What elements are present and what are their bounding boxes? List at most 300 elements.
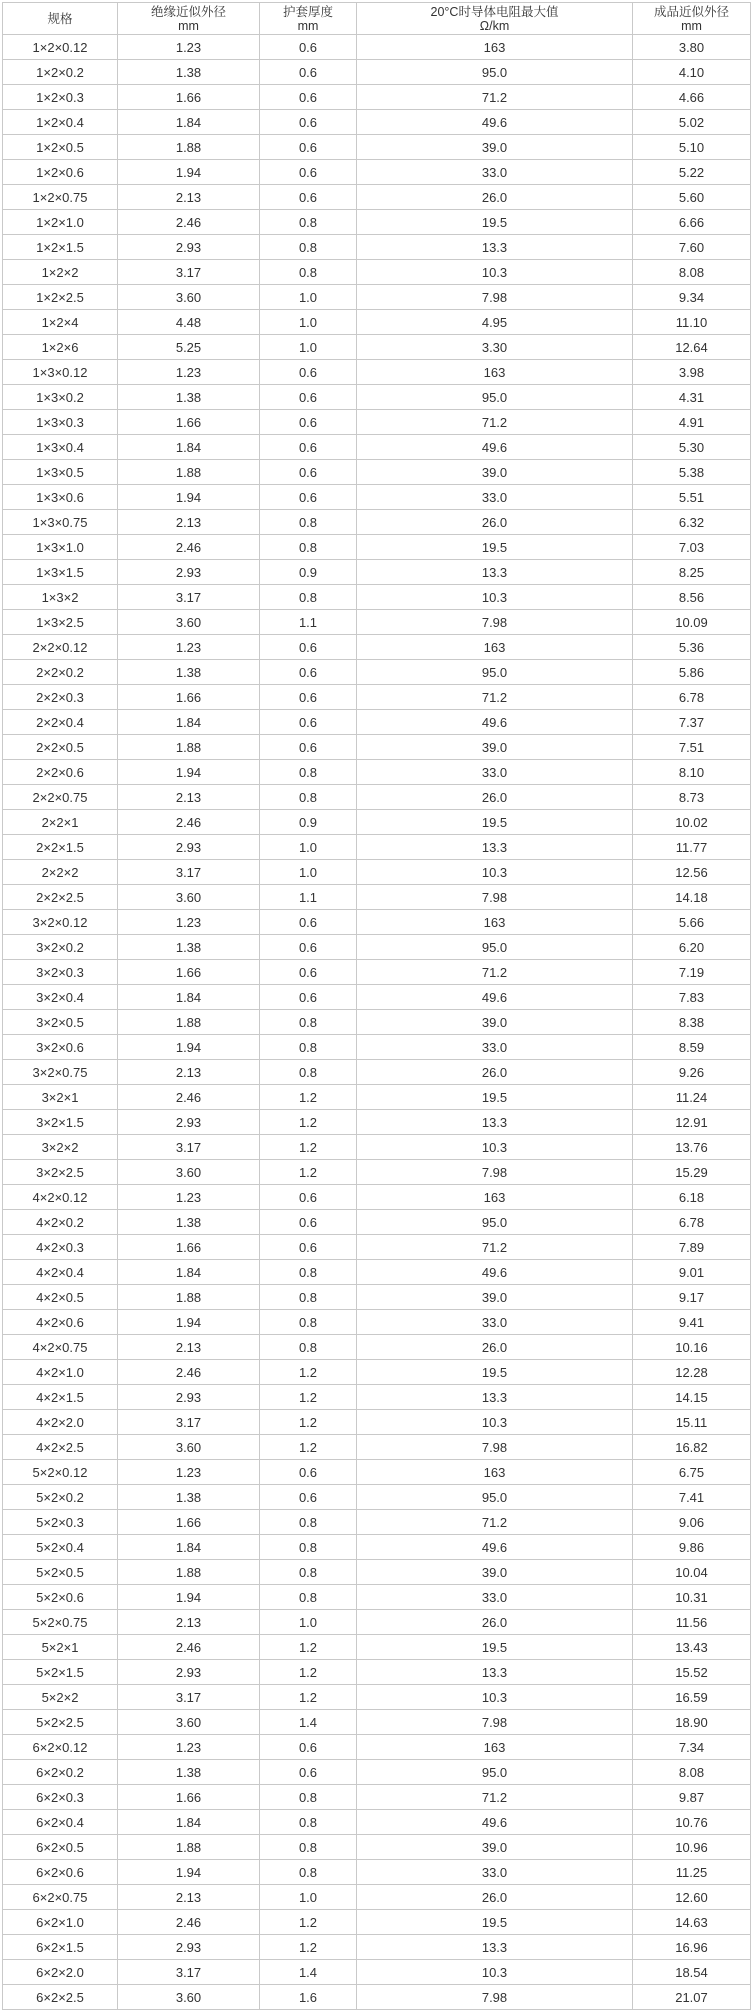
cell-spec: 2×2×0.4 <box>3 710 118 735</box>
cell-sheath-thickness: 0.8 <box>260 535 357 560</box>
cell-overall-diameter: 4.91 <box>633 410 751 435</box>
cell-insulation-diameter: 1.66 <box>118 410 260 435</box>
cell-overall-diameter: 9.86 <box>633 1535 751 1560</box>
cell-overall-diameter: 11.25 <box>633 1860 751 1885</box>
cell-sheath-thickness: 1.2 <box>260 1685 357 1710</box>
cell-spec: 1×3×0.5 <box>3 460 118 485</box>
cell-sheath-thickness: 0.8 <box>260 1860 357 1885</box>
cell-conductor-resistance: 39.0 <box>357 460 633 485</box>
cell-conductor-resistance: 10.3 <box>357 260 633 285</box>
cell-insulation-diameter: 2.46 <box>118 1360 260 1385</box>
cell-conductor-resistance: 95.0 <box>357 1485 633 1510</box>
cell-conductor-resistance: 39.0 <box>357 135 633 160</box>
cell-conductor-resistance: 163 <box>357 1185 633 1210</box>
cell-conductor-resistance: 49.6 <box>357 1810 633 1835</box>
cell-insulation-diameter: 2.93 <box>118 1935 260 1960</box>
cell-spec: 5×2×0.12 <box>3 1460 118 1485</box>
table-row <box>3 460 751 485</box>
cell-overall-diameter: 9.01 <box>633 1260 751 1285</box>
cell-insulation-diameter: 1.88 <box>118 1560 260 1585</box>
cell-spec: 3×2×0.2 <box>3 935 118 960</box>
cell-spec: 1×3×1.5 <box>3 560 118 585</box>
header-conductor-resistance-unit: Ω/km <box>479 18 510 33</box>
cell-insulation-diameter: 1.84 <box>118 710 260 735</box>
cell-overall-diameter: 4.10 <box>633 60 751 85</box>
cell-spec: 4×2×1.5 <box>3 1385 118 1410</box>
cell-conductor-resistance: 71.2 <box>357 1235 633 1260</box>
cell-sheath-thickness: 1.1 <box>260 610 357 635</box>
cell-sheath-thickness: 0.6 <box>260 1185 357 1210</box>
cell-insulation-diameter: 1.38 <box>118 1760 260 1785</box>
cell-overall-diameter: 5.38 <box>633 460 751 485</box>
cell-overall-diameter: 9.06 <box>633 1510 751 1535</box>
table-row <box>3 1510 751 1535</box>
cell-conductor-resistance: 33.0 <box>357 1585 633 1610</box>
cell-conductor-resistance: 10.3 <box>357 1960 633 1985</box>
cell-sheath-thickness: 0.8 <box>260 1510 357 1535</box>
cell-insulation-diameter: 3.60 <box>118 1985 260 2010</box>
table-row <box>3 1060 751 1085</box>
cell-overall-diameter: 6.78 <box>633 1210 751 1235</box>
cell-overall-diameter: 8.10 <box>633 760 751 785</box>
cell-overall-diameter: 3.80 <box>633 35 751 60</box>
cell-insulation-diameter: 3.17 <box>118 585 260 610</box>
cell-spec: 3×2×0.75 <box>3 1060 118 1085</box>
cell-overall-diameter: 6.18 <box>633 1185 751 1210</box>
table-row <box>3 110 751 135</box>
table-row <box>3 485 751 510</box>
cell-insulation-diameter: 1.88 <box>118 460 260 485</box>
table-row <box>3 835 751 860</box>
cell-insulation-diameter: 2.93 <box>118 235 260 260</box>
cell-sheath-thickness: 1.2 <box>260 1435 357 1460</box>
cell-sheath-thickness: 0.8 <box>260 1285 357 1310</box>
table-row <box>3 935 751 960</box>
table-row <box>3 1735 751 1760</box>
cell-sheath-thickness: 0.6 <box>260 710 357 735</box>
cell-sheath-thickness: 0.8 <box>260 260 357 285</box>
cell-insulation-diameter: 3.60 <box>118 610 260 635</box>
cell-sheath-thickness: 1.0 <box>260 860 357 885</box>
cell-overall-diameter: 16.82 <box>633 1435 751 1460</box>
cell-sheath-thickness: 0.6 <box>260 1485 357 1510</box>
cell-sheath-thickness: 0.8 <box>260 1560 357 1585</box>
cell-conductor-resistance: 163 <box>357 910 633 935</box>
cell-conductor-resistance: 39.0 <box>357 1010 633 1035</box>
cell-spec: 1×3×2 <box>3 585 118 610</box>
cell-conductor-resistance: 163 <box>357 360 633 385</box>
cell-spec: 1×2×0.4 <box>3 110 118 135</box>
cell-conductor-resistance: 39.0 <box>357 1835 633 1860</box>
cell-overall-diameter: 18.54 <box>633 1960 751 1985</box>
table-row <box>3 1685 751 1710</box>
cell-conductor-resistance: 13.3 <box>357 835 633 860</box>
cell-insulation-diameter: 1.23 <box>118 1185 260 1210</box>
cell-sheath-thickness: 1.2 <box>260 1935 357 1960</box>
cell-conductor-resistance: 71.2 <box>357 685 633 710</box>
cell-spec: 1×2×0.12 <box>3 35 118 60</box>
cell-overall-diameter: 7.37 <box>633 710 751 735</box>
cell-sheath-thickness: 0.6 <box>260 1760 357 1785</box>
cell-spec: 4×2×0.75 <box>3 1335 118 1360</box>
cell-insulation-diameter: 1.23 <box>118 35 260 60</box>
cell-sheath-thickness: 0.6 <box>260 185 357 210</box>
cell-overall-diameter: 10.96 <box>633 1835 751 1860</box>
cell-spec: 6×2×0.5 <box>3 1835 118 1860</box>
table-row <box>3 1135 751 1160</box>
header-sheath-thickness <box>260 3 357 35</box>
table-row <box>3 160 751 185</box>
cell-spec: 6×2×1.0 <box>3 1910 118 1935</box>
cell-overall-diameter: 5.02 <box>633 110 751 135</box>
cell-sheath-thickness: 0.6 <box>260 1210 357 1235</box>
cell-spec: 2×2×1 <box>3 810 118 835</box>
cell-sheath-thickness: 0.6 <box>260 110 357 135</box>
table-row <box>3 1010 751 1035</box>
cell-conductor-resistance: 19.5 <box>357 1085 633 1110</box>
cell-insulation-diameter: 1.66 <box>118 85 260 110</box>
cell-insulation-diameter: 1.88 <box>118 1285 260 1310</box>
cable-spec-table <box>2 2 751 2010</box>
cell-spec: 4×2×0.3 <box>3 1235 118 1260</box>
table-row <box>3 1985 751 2010</box>
cell-overall-diameter: 7.51 <box>633 735 751 760</box>
header-overall-diameter-label: 成品近似外径 <box>653 4 729 19</box>
cell-insulation-diameter: 1.94 <box>118 1860 260 1885</box>
cell-sheath-thickness: 0.8 <box>260 1335 357 1360</box>
cell-spec: 1×2×0.75 <box>3 185 118 210</box>
cell-conductor-resistance: 26.0 <box>357 1610 633 1635</box>
cell-overall-diameter: 10.16 <box>633 1335 751 1360</box>
cell-spec: 4×2×0.4 <box>3 1260 118 1285</box>
cell-sheath-thickness: 0.8 <box>260 235 357 260</box>
cell-spec: 3×2×0.5 <box>3 1010 118 1035</box>
cell-overall-diameter: 9.26 <box>633 1060 751 1085</box>
table-row <box>3 1435 751 1460</box>
cell-insulation-diameter: 1.94 <box>118 485 260 510</box>
cell-conductor-resistance: 95.0 <box>357 1210 633 1235</box>
table-row <box>3 610 751 635</box>
table-row <box>3 810 751 835</box>
cell-overall-diameter: 7.19 <box>633 960 751 985</box>
cell-overall-diameter: 7.83 <box>633 985 751 1010</box>
cell-sheath-thickness: 0.8 <box>260 1035 357 1060</box>
cell-overall-diameter: 16.96 <box>633 1935 751 1960</box>
cell-insulation-diameter: 1.94 <box>118 1035 260 1060</box>
cell-sheath-thickness: 0.6 <box>260 85 357 110</box>
cell-spec: 1×3×0.12 <box>3 360 118 385</box>
cell-sheath-thickness: 0.8 <box>260 510 357 535</box>
cell-overall-diameter: 11.77 <box>633 835 751 860</box>
cell-overall-diameter: 15.29 <box>633 1160 751 1185</box>
table-row <box>3 235 751 260</box>
table-row <box>3 1035 751 1060</box>
cell-sheath-thickness: 0.8 <box>260 1835 357 1860</box>
cell-overall-diameter: 5.22 <box>633 160 751 185</box>
cell-spec: 5×2×0.4 <box>3 1535 118 1560</box>
table-row <box>3 310 751 335</box>
cell-sheath-thickness: 1.2 <box>260 1360 357 1385</box>
table-row <box>3 1085 751 1110</box>
cell-overall-diameter: 8.59 <box>633 1035 751 1060</box>
cell-overall-diameter: 6.66 <box>633 210 751 235</box>
cell-spec: 6×2×2.5 <box>3 1985 118 2010</box>
cell-sheath-thickness: 1.6 <box>260 1985 357 2010</box>
cell-insulation-diameter: 1.94 <box>118 160 260 185</box>
cell-spec: 3×2×0.4 <box>3 985 118 1010</box>
cell-sheath-thickness: 0.8 <box>260 1535 357 1560</box>
cell-spec: 6×2×0.3 <box>3 1785 118 1810</box>
header-insulation-diameter-label: 绝缘近似外径 <box>150 4 226 19</box>
cell-overall-diameter: 10.76 <box>633 1810 751 1835</box>
cell-overall-diameter: 10.04 <box>633 1560 751 1585</box>
table-row <box>3 85 751 110</box>
table-row <box>3 1335 751 1360</box>
cell-sheath-thickness: 0.6 <box>260 160 357 185</box>
cell-sheath-thickness: 0.6 <box>260 635 357 660</box>
table-row <box>3 735 751 760</box>
cell-insulation-diameter: 1.38 <box>118 935 260 960</box>
cell-insulation-diameter: 3.60 <box>118 1435 260 1460</box>
cell-conductor-resistance: 163 <box>357 1460 633 1485</box>
cell-sheath-thickness: 1.4 <box>260 1960 357 1985</box>
cell-insulation-diameter: 1.66 <box>118 1235 260 1260</box>
cell-sheath-thickness: 0.6 <box>260 1235 357 1260</box>
cell-conductor-resistance: 71.2 <box>357 960 633 985</box>
cell-spec: 1×2×6 <box>3 335 118 360</box>
table-row <box>3 1860 751 1885</box>
table-row <box>3 685 751 710</box>
cell-insulation-diameter: 3.17 <box>118 1135 260 1160</box>
cell-conductor-resistance: 39.0 <box>357 1285 633 1310</box>
cell-insulation-diameter: 1.66 <box>118 960 260 985</box>
cell-insulation-diameter: 5.25 <box>118 335 260 360</box>
cell-conductor-resistance: 19.5 <box>357 1910 633 1935</box>
cell-insulation-diameter: 3.60 <box>118 285 260 310</box>
cell-insulation-diameter: 3.17 <box>118 1960 260 1985</box>
cell-conductor-resistance: 26.0 <box>357 785 633 810</box>
table-row <box>3 1260 751 1285</box>
cell-conductor-resistance: 19.5 <box>357 810 633 835</box>
cell-spec: 6×2×0.75 <box>3 1885 118 1910</box>
cell-conductor-resistance: 19.5 <box>357 535 633 560</box>
cell-overall-diameter: 10.31 <box>633 1585 751 1610</box>
cell-conductor-resistance: 49.6 <box>357 435 633 460</box>
table-row <box>3 260 751 285</box>
table-row <box>3 1385 751 1410</box>
cell-sheath-thickness: 0.6 <box>260 35 357 60</box>
table-row <box>3 210 751 235</box>
table-row <box>3 910 751 935</box>
cell-insulation-diameter: 2.13 <box>118 1335 260 1360</box>
table-row <box>3 60 751 85</box>
header-spec-label: 规格 <box>47 11 73 26</box>
cell-insulation-diameter: 3.60 <box>118 1160 260 1185</box>
header-sheath-thickness-label: 护套厚度 <box>282 4 333 19</box>
cell-overall-diameter: 11.56 <box>633 1610 751 1635</box>
cell-conductor-resistance: 13.3 <box>357 1935 633 1960</box>
cell-overall-diameter: 7.03 <box>633 535 751 560</box>
table-row <box>3 1585 751 1610</box>
cell-insulation-diameter: 1.23 <box>118 1460 260 1485</box>
cell-insulation-diameter: 3.17 <box>118 860 260 885</box>
cell-overall-diameter: 16.59 <box>633 1685 751 1710</box>
cell-spec: 6×2×0.2 <box>3 1760 118 1785</box>
cell-sheath-thickness: 0.8 <box>260 1585 357 1610</box>
cell-conductor-resistance: 49.6 <box>357 110 633 135</box>
table-row <box>3 1485 751 1510</box>
cell-insulation-diameter: 1.23 <box>118 360 260 385</box>
cell-spec: 5×2×0.75 <box>3 1610 118 1635</box>
cell-spec: 1×2×1.5 <box>3 235 118 260</box>
cell-conductor-resistance: 7.98 <box>357 1435 633 1460</box>
cell-sheath-thickness: 0.9 <box>260 560 357 585</box>
cell-insulation-diameter: 1.94 <box>118 1310 260 1335</box>
cell-conductor-resistance: 49.6 <box>357 1535 633 1560</box>
cell-overall-diameter: 12.91 <box>633 1110 751 1135</box>
cell-conductor-resistance: 4.95 <box>357 310 633 335</box>
cell-overall-diameter: 12.28 <box>633 1360 751 1385</box>
cell-insulation-diameter: 3.17 <box>118 1685 260 1710</box>
cell-conductor-resistance: 19.5 <box>357 1635 633 1660</box>
cell-spec: 6×2×1.5 <box>3 1935 118 1960</box>
cell-overall-diameter: 9.34 <box>633 285 751 310</box>
cell-conductor-resistance: 95.0 <box>357 935 633 960</box>
cell-overall-diameter: 6.75 <box>633 1460 751 1485</box>
cell-spec: 6×2×2.0 <box>3 1960 118 1985</box>
cell-insulation-diameter: 1.84 <box>118 1810 260 1835</box>
cell-sheath-thickness: 0.8 <box>260 585 357 610</box>
table-row <box>3 1785 751 1810</box>
cell-overall-diameter: 8.38 <box>633 1010 751 1035</box>
cell-insulation-diameter: 3.17 <box>118 260 260 285</box>
cell-insulation-diameter: 3.17 <box>118 1410 260 1435</box>
cell-sheath-thickness: 0.6 <box>260 435 357 460</box>
cell-conductor-resistance: 10.3 <box>357 1685 633 1710</box>
cell-conductor-resistance: 26.0 <box>357 1885 633 1910</box>
cell-spec: 3×2×2.5 <box>3 1160 118 1185</box>
cell-sheath-thickness: 1.2 <box>260 1410 357 1435</box>
cell-insulation-diameter: 2.13 <box>118 1610 260 1635</box>
cell-conductor-resistance: 49.6 <box>357 985 633 1010</box>
table-row <box>3 1185 751 1210</box>
cell-insulation-diameter: 1.84 <box>118 1260 260 1285</box>
table-row <box>3 1410 751 1435</box>
cell-conductor-resistance: 13.3 <box>357 1385 633 1410</box>
cell-conductor-resistance: 7.98 <box>357 1710 633 1735</box>
cell-sheath-thickness: 0.6 <box>260 910 357 935</box>
table-row <box>3 1460 751 1485</box>
table-row <box>3 1560 751 1585</box>
cell-conductor-resistance: 10.3 <box>357 860 633 885</box>
cell-insulation-diameter: 1.23 <box>118 910 260 935</box>
cell-insulation-diameter: 1.84 <box>118 110 260 135</box>
cell-spec: 1×2×4 <box>3 310 118 335</box>
cell-sheath-thickness: 0.6 <box>260 410 357 435</box>
header-conductor-resistance <box>357 3 633 35</box>
cell-spec: 1×3×1.0 <box>3 535 118 560</box>
cell-insulation-diameter: 1.23 <box>118 1735 260 1760</box>
cell-insulation-diameter: 2.46 <box>118 1910 260 1935</box>
cell-insulation-diameter: 1.88 <box>118 135 260 160</box>
cell-conductor-resistance: 163 <box>357 635 633 660</box>
cell-sheath-thickness: 0.6 <box>260 135 357 160</box>
cell-spec: 3×2×0.3 <box>3 960 118 985</box>
cell-overall-diameter: 18.90 <box>633 1710 751 1735</box>
cell-sheath-thickness: 1.2 <box>260 1085 357 1110</box>
cell-sheath-thickness: 0.9 <box>260 810 357 835</box>
cell-overall-diameter: 6.78 <box>633 685 751 710</box>
cell-spec: 5×2×0.2 <box>3 1485 118 1510</box>
table-row <box>3 760 751 785</box>
cell-spec: 1×3×2.5 <box>3 610 118 635</box>
cell-overall-diameter: 15.52 <box>633 1660 751 1685</box>
cell-spec: 5×2×1.5 <box>3 1660 118 1685</box>
table-row <box>3 1835 751 1860</box>
cell-overall-diameter: 7.34 <box>633 1735 751 1760</box>
cell-conductor-resistance: 39.0 <box>357 1560 633 1585</box>
table-row <box>3 710 751 735</box>
cell-overall-diameter: 6.20 <box>633 935 751 960</box>
cell-overall-diameter: 4.66 <box>633 85 751 110</box>
cell-overall-diameter: 12.56 <box>633 860 751 885</box>
cell-insulation-diameter: 1.84 <box>118 435 260 460</box>
cell-overall-diameter: 21.07 <box>633 1985 751 2010</box>
cell-conductor-resistance: 7.98 <box>357 885 633 910</box>
table-row <box>3 1810 751 1835</box>
table-row <box>3 335 751 360</box>
cell-insulation-diameter: 3.60 <box>118 1710 260 1735</box>
cell-overall-diameter: 9.41 <box>633 1310 751 1335</box>
table-row <box>3 1285 751 1310</box>
cell-spec: 3×2×2 <box>3 1135 118 1160</box>
cell-insulation-diameter: 2.93 <box>118 1385 260 1410</box>
table-row <box>3 1910 751 1935</box>
table-row <box>3 1660 751 1685</box>
cell-spec: 5×2×0.3 <box>3 1510 118 1535</box>
header-row <box>3 3 751 35</box>
cell-spec: 2×2×1.5 <box>3 835 118 860</box>
table-row <box>3 585 751 610</box>
cell-spec: 4×2×2.5 <box>3 1435 118 1460</box>
cell-insulation-diameter: 3.60 <box>118 885 260 910</box>
cell-overall-diameter: 8.08 <box>633 260 751 285</box>
cell-overall-diameter: 5.66 <box>633 910 751 935</box>
header-overall-diameter-unit: mm <box>681 18 702 33</box>
cell-insulation-diameter: 1.84 <box>118 1535 260 1560</box>
cell-overall-diameter: 10.02 <box>633 810 751 835</box>
cell-spec: 3×2×0.12 <box>3 910 118 935</box>
cell-conductor-resistance: 33.0 <box>357 1035 633 1060</box>
cell-spec: 2×2×0.75 <box>3 785 118 810</box>
cell-spec: 5×2×2 <box>3 1685 118 1710</box>
table-row <box>3 635 751 660</box>
cell-insulation-diameter: 1.38 <box>118 60 260 85</box>
table-row <box>3 1235 751 1260</box>
cell-sheath-thickness: 1.0 <box>260 835 357 860</box>
cell-sheath-thickness: 1.1 <box>260 885 357 910</box>
cell-overall-diameter: 7.60 <box>633 235 751 260</box>
cell-conductor-resistance: 33.0 <box>357 160 633 185</box>
cell-conductor-resistance: 7.98 <box>357 285 633 310</box>
cell-overall-diameter: 12.64 <box>633 335 751 360</box>
cell-insulation-diameter: 2.93 <box>118 1660 260 1685</box>
cell-insulation-diameter: 1.94 <box>118 760 260 785</box>
cell-sheath-thickness: 1.2 <box>260 1635 357 1660</box>
cell-overall-diameter: 11.10 <box>633 310 751 335</box>
cell-spec: 1×3×0.2 <box>3 385 118 410</box>
cell-spec: 6×2×0.6 <box>3 1860 118 1885</box>
